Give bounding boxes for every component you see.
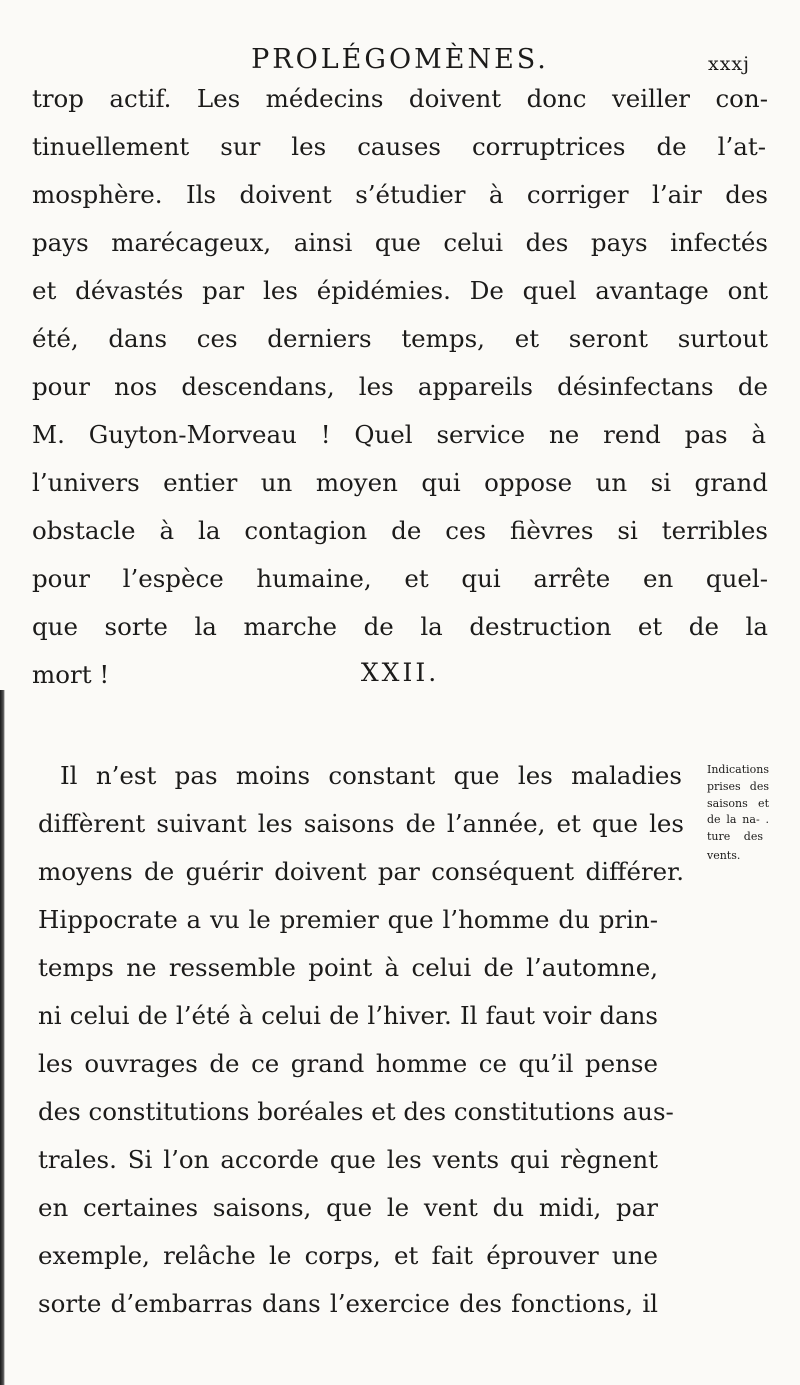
- text-line: pour nos descendans, les appareils désinfectans de: [32, 372, 768, 401]
- text-line: obstacle à la contagion de ces fièvres si terribles: [32, 516, 768, 545]
- section-heading: XXII.: [360, 658, 440, 687]
- text-line: des constitutions boréales et des constitutions aus-: [38, 1097, 674, 1126]
- marginal-note-line: Indications: [707, 763, 769, 776]
- text-line: que sorte la marche de la destruction et de la: [32, 612, 768, 641]
- text-line: été, dans ces derniers temps, et seront surtout: [32, 324, 768, 353]
- text-line: les ouvrages de ce grand homme ce qu’il pense: [38, 1049, 658, 1078]
- text-line: pour l’espèce humaine, et qui arrête en quel-: [32, 564, 768, 593]
- running-title: PROLÉGOMÈNES.: [251, 44, 549, 75]
- text-line: mort !: [32, 660, 110, 689]
- text-line: tinuellement sur les causes corruptrices de l’at-: [32, 132, 766, 161]
- text-line: l’univers entier un moyen qui oppose un si grand: [32, 468, 768, 497]
- text-line: pays marécageux, ainsi que celui des pays infectés: [32, 228, 768, 257]
- text-line: et dévastés par les épidémies. De quel avantage ont: [32, 276, 768, 305]
- marginal-note-line: ture des: [707, 830, 763, 843]
- text-line: exemple, relâche le corps, et fait éprouver une: [38, 1241, 658, 1270]
- text-line: trales. Si l’on accorde que les vents qui règnent: [38, 1145, 658, 1174]
- text-line: M. Guyton-Morveau ! Quel service ne rend pas à: [32, 420, 766, 449]
- marginal-note-line: prises des: [707, 780, 769, 793]
- text-line: Hippocrate a vu le premier que l’homme du prin-: [38, 905, 658, 934]
- text-line: Il n’est pas moins constant que les maladies: [60, 761, 682, 790]
- text-line: en certaines saisons, que le vent du midi, par: [38, 1193, 658, 1222]
- marginal-note-line: de la na- .: [707, 813, 769, 826]
- text-line: temps ne ressemble point à celui de l’automne,: [38, 953, 658, 982]
- text-line: trop actif. Les médecins doivent donc veiller con-: [32, 84, 768, 113]
- text-line: sorte d’embarras dans l’exercice des fonctions, il: [38, 1289, 658, 1318]
- binding-shadow: [0, 690, 5, 1385]
- text-line: mosphère. Ils doivent s’étudier à corriger l’air des: [32, 180, 768, 209]
- marginal-note-line: saisons et: [707, 797, 769, 810]
- page-number: xxxj: [708, 53, 751, 75]
- text-line: moyens de guérir doivent par conséquent différer.: [38, 857, 684, 886]
- text-line: diffèrent suivant les saisons de l’année, et que les: [38, 809, 684, 838]
- text-line: ni celui de l’été à celui de l’hiver. Il faut voir dans: [38, 1001, 658, 1030]
- marginal-note-line: vents.: [707, 849, 741, 862]
